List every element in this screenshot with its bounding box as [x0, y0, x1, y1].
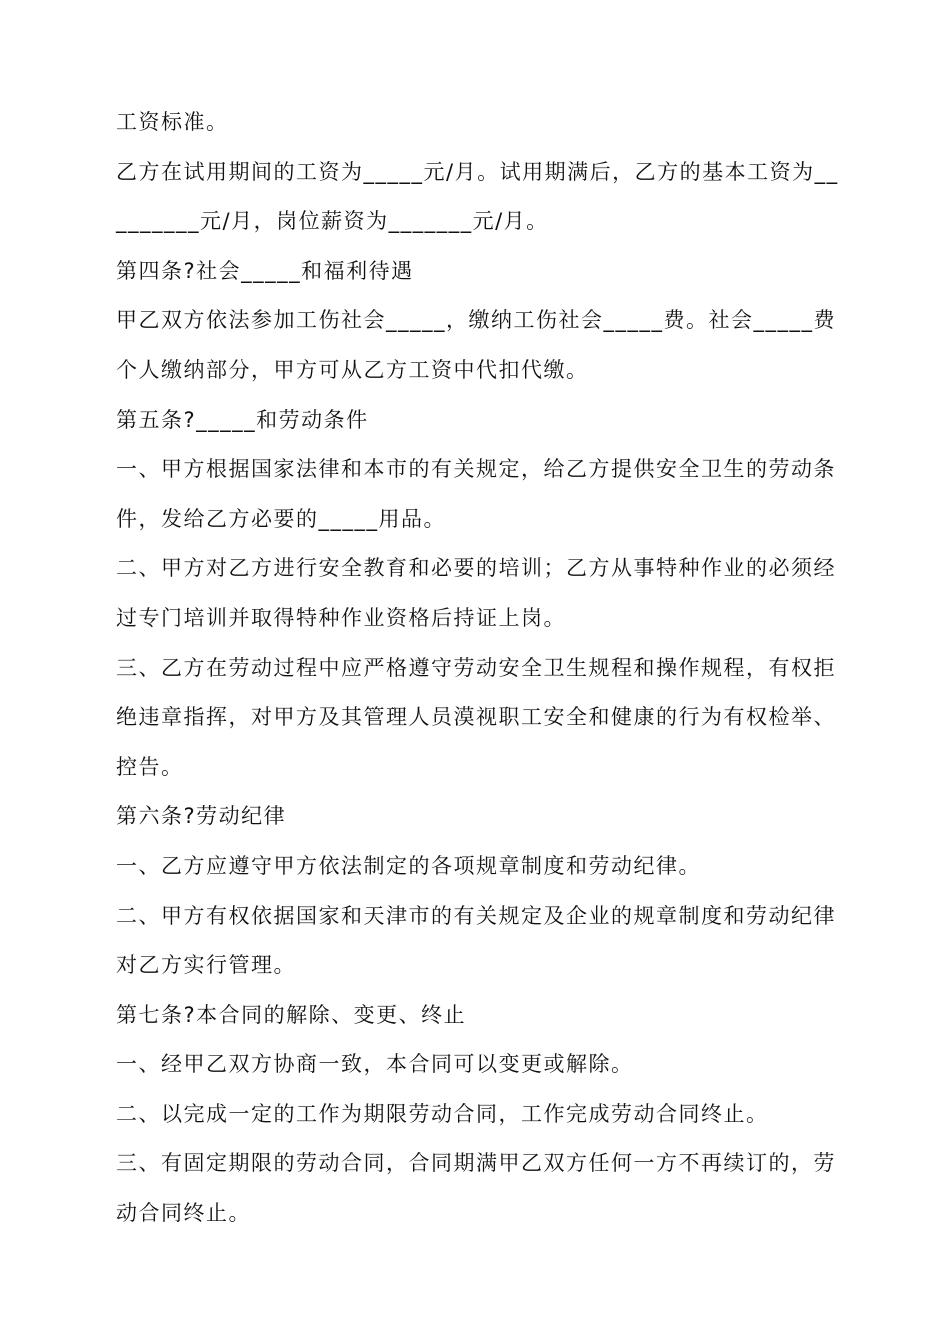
text-line: 甲乙双方依法参加工伤社会_____，缴纳工伤社会_____费。社会_____费	[116, 308, 836, 333]
text-line: 二、以完成一定的工作为期限劳动合同，工作完成劳动合同终止。	[116, 1101, 769, 1126]
text-line: 三、乙方在劳动过程中应严格遵守劳动安全卫生规程和操作规程，有权拒	[116, 655, 836, 680]
section-heading: 第五条?_____和劳动条件	[116, 407, 369, 432]
text-line: 一、经甲乙双方协商一致，本合同可以变更或解除。	[116, 1052, 634, 1077]
text-line: 动合同终止。	[116, 1201, 251, 1226]
text-line: 二、甲方对乙方进行安全教育和必要的培训；乙方从事特种作业的必须经	[116, 556, 836, 581]
text-line: 件，发给乙方必要的_____用品。	[116, 506, 446, 531]
text-line: 二、甲方有权依据国家和天津市的有关规定及企业的规章制度和劳动纪律	[116, 903, 836, 928]
text-line: 一、甲方根据国家法律和本市的有关规定，给乙方提供安全卫生的劳动条	[116, 457, 836, 482]
text-line: _______元/月，岗位薪资为_______元/月。	[116, 209, 549, 234]
text-line: 绝违章指挥，对甲方及其管理人员漠视职工安全和健康的行为有权检举、	[116, 705, 836, 730]
text-line: 控告。	[116, 754, 184, 779]
text-line: 对乙方实行管理。	[116, 953, 296, 978]
section-heading: 第七条?本合同的解除、变更、终止	[116, 1002, 467, 1027]
section-heading: 第四条?社会_____和福利待遇	[116, 258, 414, 283]
text-line: 个人缴纳部分，甲方可从乙方工资中代扣代缴。	[116, 357, 589, 382]
text-line: 三、有固定期限的劳动合同，合同期满甲乙双方任何一方不再续订的，劳	[116, 1151, 836, 1176]
document-body	[116, 98, 842, 1239]
section-heading: 第六条?劳动纪律	[116, 804, 287, 829]
text-line: 一、乙方应遵守甲方依法制定的各项规章制度和劳动纪律。	[116, 853, 701, 878]
text-line: 工资标准。	[116, 110, 229, 134]
text-line: 过专门培训并取得特种作业资格后持证上岗。	[116, 605, 566, 630]
text-line: 乙方在试用期间的工资为_____元/月。试用期满后，乙方的基本工资为__	[116, 159, 839, 184]
